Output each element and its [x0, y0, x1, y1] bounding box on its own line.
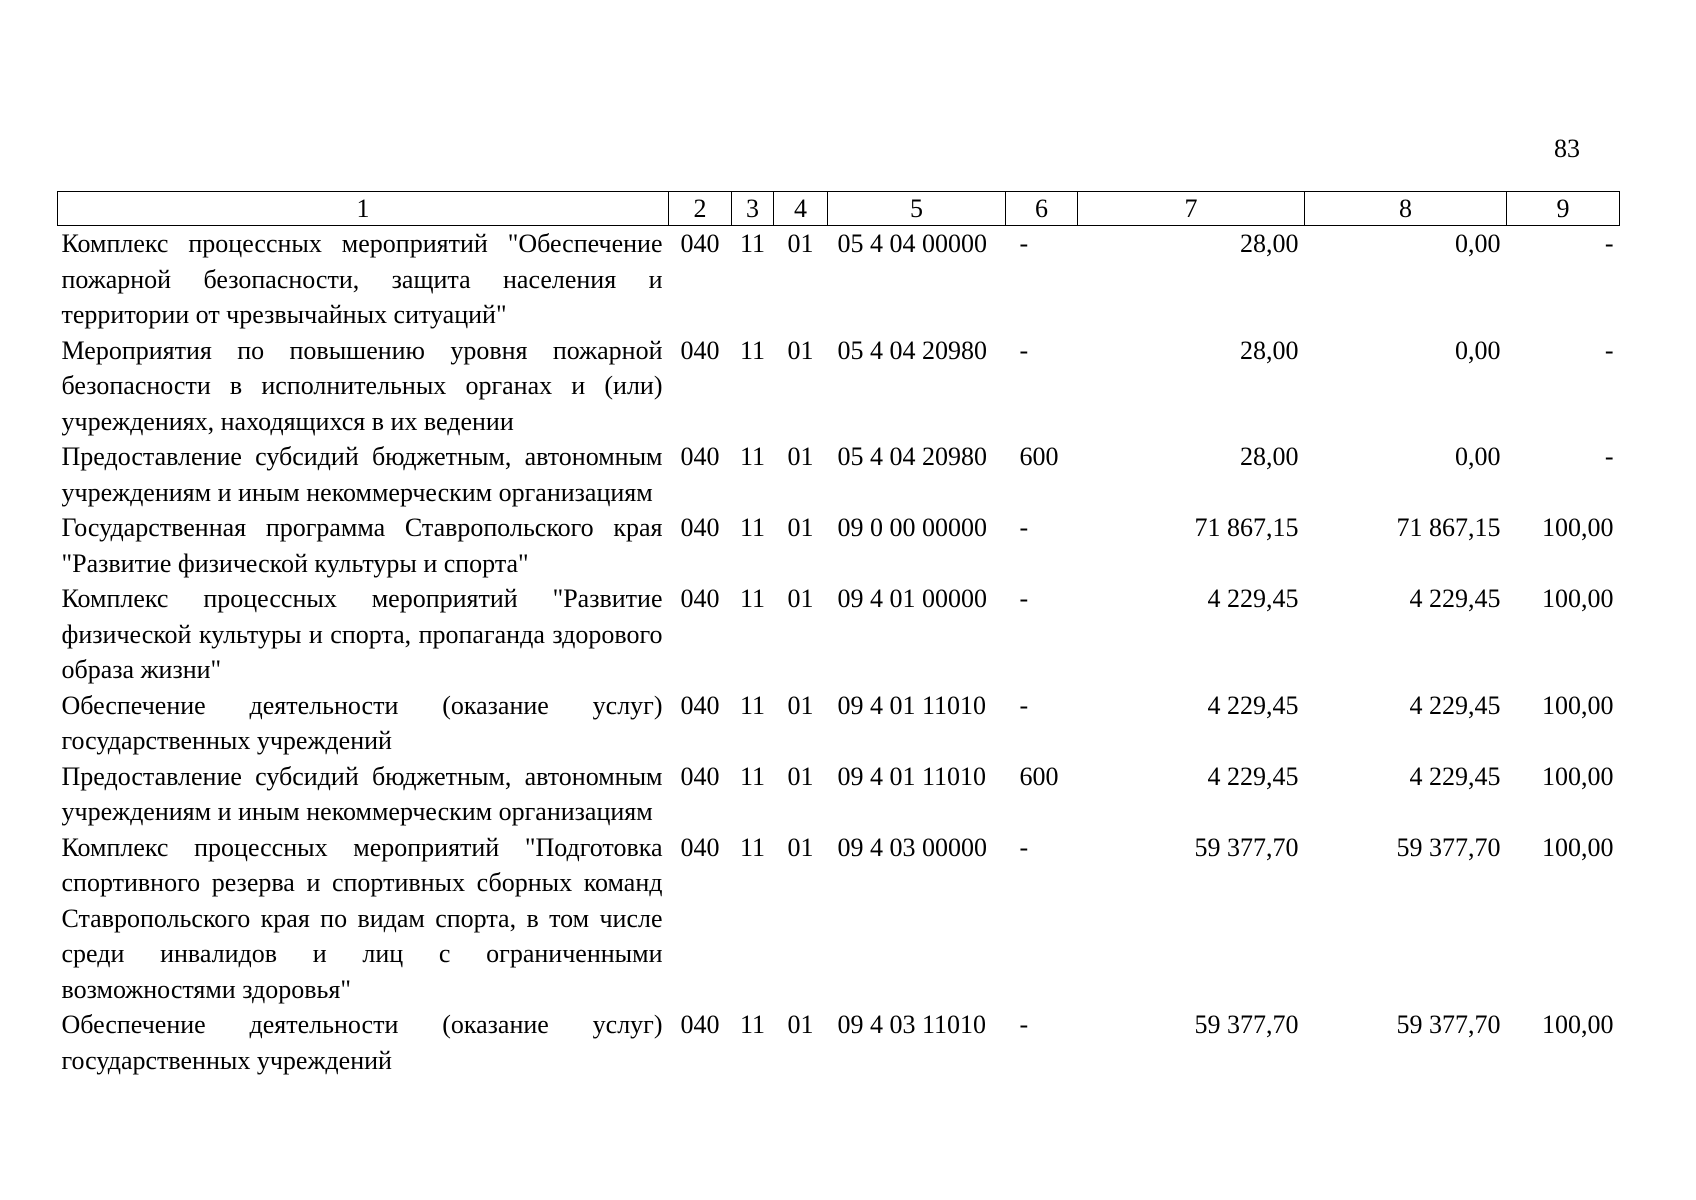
- row-pr: 01: [787, 1010, 814, 1039]
- row-name: Государственная программа Ставропольского края "Развитие физической культуры и спорта": [61, 513, 663, 578]
- column-header: 7: [1078, 192, 1305, 226]
- table-row: [58, 688, 1620, 759]
- row-pct: -: [1604, 335, 1614, 365]
- column-header: 6: [1006, 192, 1078, 226]
- row-name: Предоставление субсидий бюджетным, автономным учреждениям и иным некоммерческим организациям: [61, 442, 663, 507]
- row-pr: 01: [787, 229, 814, 258]
- budget-table: [57, 191, 1620, 1078]
- row-plan: 71 867,15: [1194, 513, 1299, 542]
- row-pr: 01: [787, 335, 814, 365]
- column-header: 2: [669, 192, 732, 226]
- row-vr: -: [1019, 690, 1029, 720]
- row-pct: 100,00: [1542, 513, 1614, 542]
- row-fact: 71 867,15: [1396, 513, 1501, 542]
- column-header: 4: [774, 192, 828, 226]
- row-name: Обеспечение деятельности (оказание услуг) государственных учреждений: [61, 1010, 663, 1075]
- row-ved: 040: [680, 832, 720, 862]
- row-fact: 0,00: [1455, 442, 1501, 471]
- row-vr: 600: [1019, 442, 1059, 471]
- row-vr: -: [1019, 229, 1029, 258]
- row-ved: 040: [680, 513, 720, 542]
- row-plan: 28,00: [1240, 335, 1299, 365]
- column-header: 5: [828, 192, 1006, 226]
- row-pr: 01: [787, 513, 814, 542]
- row-rz: 11: [739, 442, 766, 471]
- row-vr: -: [1019, 832, 1029, 862]
- table-row: [58, 830, 1620, 1008]
- row-csr: 09 4 01 11010: [837, 690, 987, 720]
- row-name: Комплекс процессных мероприятий "Обеспечение пожарной безопасности, защита населения и территории от чрезвычайных ситуаций": [61, 229, 663, 329]
- row-ved: 040: [680, 442, 720, 471]
- row-pct: 100,00: [1542, 832, 1614, 862]
- row-csr: 09 4 03 00000: [837, 832, 987, 862]
- row-csr: 09 4 03 11010: [837, 1010, 987, 1039]
- row-csr: 09 4 01 00000: [837, 584, 987, 613]
- row-ved: 040: [680, 229, 720, 258]
- row-pct: -: [1604, 229, 1614, 258]
- row-rz: 11: [739, 1010, 766, 1039]
- row-ved: 040: [680, 761, 720, 791]
- row-fact: 4 229,45: [1409, 584, 1501, 613]
- row-plan: 59 377,70: [1194, 1010, 1299, 1039]
- row-ved: 040: [680, 1010, 720, 1039]
- table-row: [58, 226, 1620, 333]
- row-rz: 11: [739, 513, 766, 542]
- row-fact: 59 377,70: [1396, 1010, 1501, 1039]
- row-csr: 09 4 01 11010: [837, 761, 987, 791]
- row-vr: -: [1019, 584, 1029, 613]
- row-csr: 05 4 04 00000: [837, 229, 987, 258]
- row-rz: 11: [739, 335, 766, 365]
- row-csr: 05 4 04 20980: [837, 335, 987, 365]
- row-pct: 100,00: [1542, 690, 1614, 720]
- row-plan: 28,00: [1240, 229, 1299, 258]
- row-name: Предоставление субсидий бюджетным, автономным учреждениям и иным некоммерческим организациям: [61, 761, 663, 826]
- row-rz: 11: [739, 229, 766, 258]
- row-pr: 01: [787, 832, 814, 862]
- row-rz: 11: [739, 761, 766, 791]
- column-header: 3: [732, 192, 774, 226]
- column-header: 8: [1305, 192, 1507, 226]
- table-row: [58, 1007, 1620, 1078]
- row-rz: 11: [739, 690, 766, 720]
- row-name: Обеспечение деятельности (оказание услуг) государственных учреждений: [61, 690, 663, 755]
- table-row: [58, 333, 1620, 440]
- row-vr: -: [1019, 1010, 1029, 1039]
- table-header-row: [58, 192, 1620, 226]
- row-fact: 4 229,45: [1409, 690, 1501, 720]
- row-fact: 4 229,45: [1409, 761, 1501, 791]
- column-header: 1: [58, 192, 669, 226]
- page-number: 83: [1554, 134, 1580, 163]
- row-pct: 100,00: [1542, 1010, 1614, 1039]
- row-vr: 600: [1019, 761, 1059, 791]
- row-pr: 01: [787, 761, 814, 791]
- row-plan: 4 229,45: [1207, 584, 1299, 613]
- row-csr: 09 0 00 00000: [837, 513, 987, 542]
- row-vr: -: [1019, 513, 1029, 542]
- row-pr: 01: [787, 442, 814, 471]
- row-pr: 01: [787, 690, 814, 720]
- row-pct: -: [1604, 442, 1614, 471]
- row-ved: 040: [680, 584, 720, 613]
- table-row: [58, 510, 1620, 581]
- row-pct: 100,00: [1542, 761, 1614, 791]
- row-vr: -: [1019, 335, 1029, 365]
- row-ved: 040: [680, 335, 720, 365]
- row-pct: 100,00: [1542, 584, 1614, 613]
- table-row: [58, 439, 1620, 510]
- row-fact: 59 377,70: [1396, 832, 1501, 862]
- row-plan: 4 229,45: [1207, 761, 1299, 791]
- row-plan: 59 377,70: [1194, 832, 1299, 862]
- row-rz: 11: [739, 832, 766, 862]
- row-fact: 0,00: [1455, 229, 1501, 258]
- row-rz: 11: [739, 584, 766, 613]
- table-row: [58, 759, 1620, 830]
- row-plan: 28,00: [1240, 442, 1299, 471]
- row-pr: 01: [787, 584, 814, 613]
- table-row: [58, 581, 1620, 688]
- row-plan: 4 229,45: [1207, 690, 1299, 720]
- column-header: 9: [1507, 192, 1620, 226]
- row-name: Комплекс процессных мероприятий "Подготовка спортивного резерва и спортивных сборных команд Ставропольского края по видам спорта, в том числе среди инвалидов и лиц с ограниченными возможностями здоровья": [61, 832, 663, 1004]
- row-name: Комплекс процессных мероприятий "Развитие физической культуры и спорта, пропаганда здорового образа жизни": [61, 584, 663, 684]
- row-csr: 05 4 04 20980: [837, 442, 987, 471]
- row-fact: 0,00: [1455, 335, 1501, 365]
- row-name: Мероприятия по повышению уровня пожарной безопасности в исполнительных органах и (или) учреждениях, находящихся в их ведении: [61, 335, 663, 436]
- row-ved: 040: [680, 690, 720, 720]
